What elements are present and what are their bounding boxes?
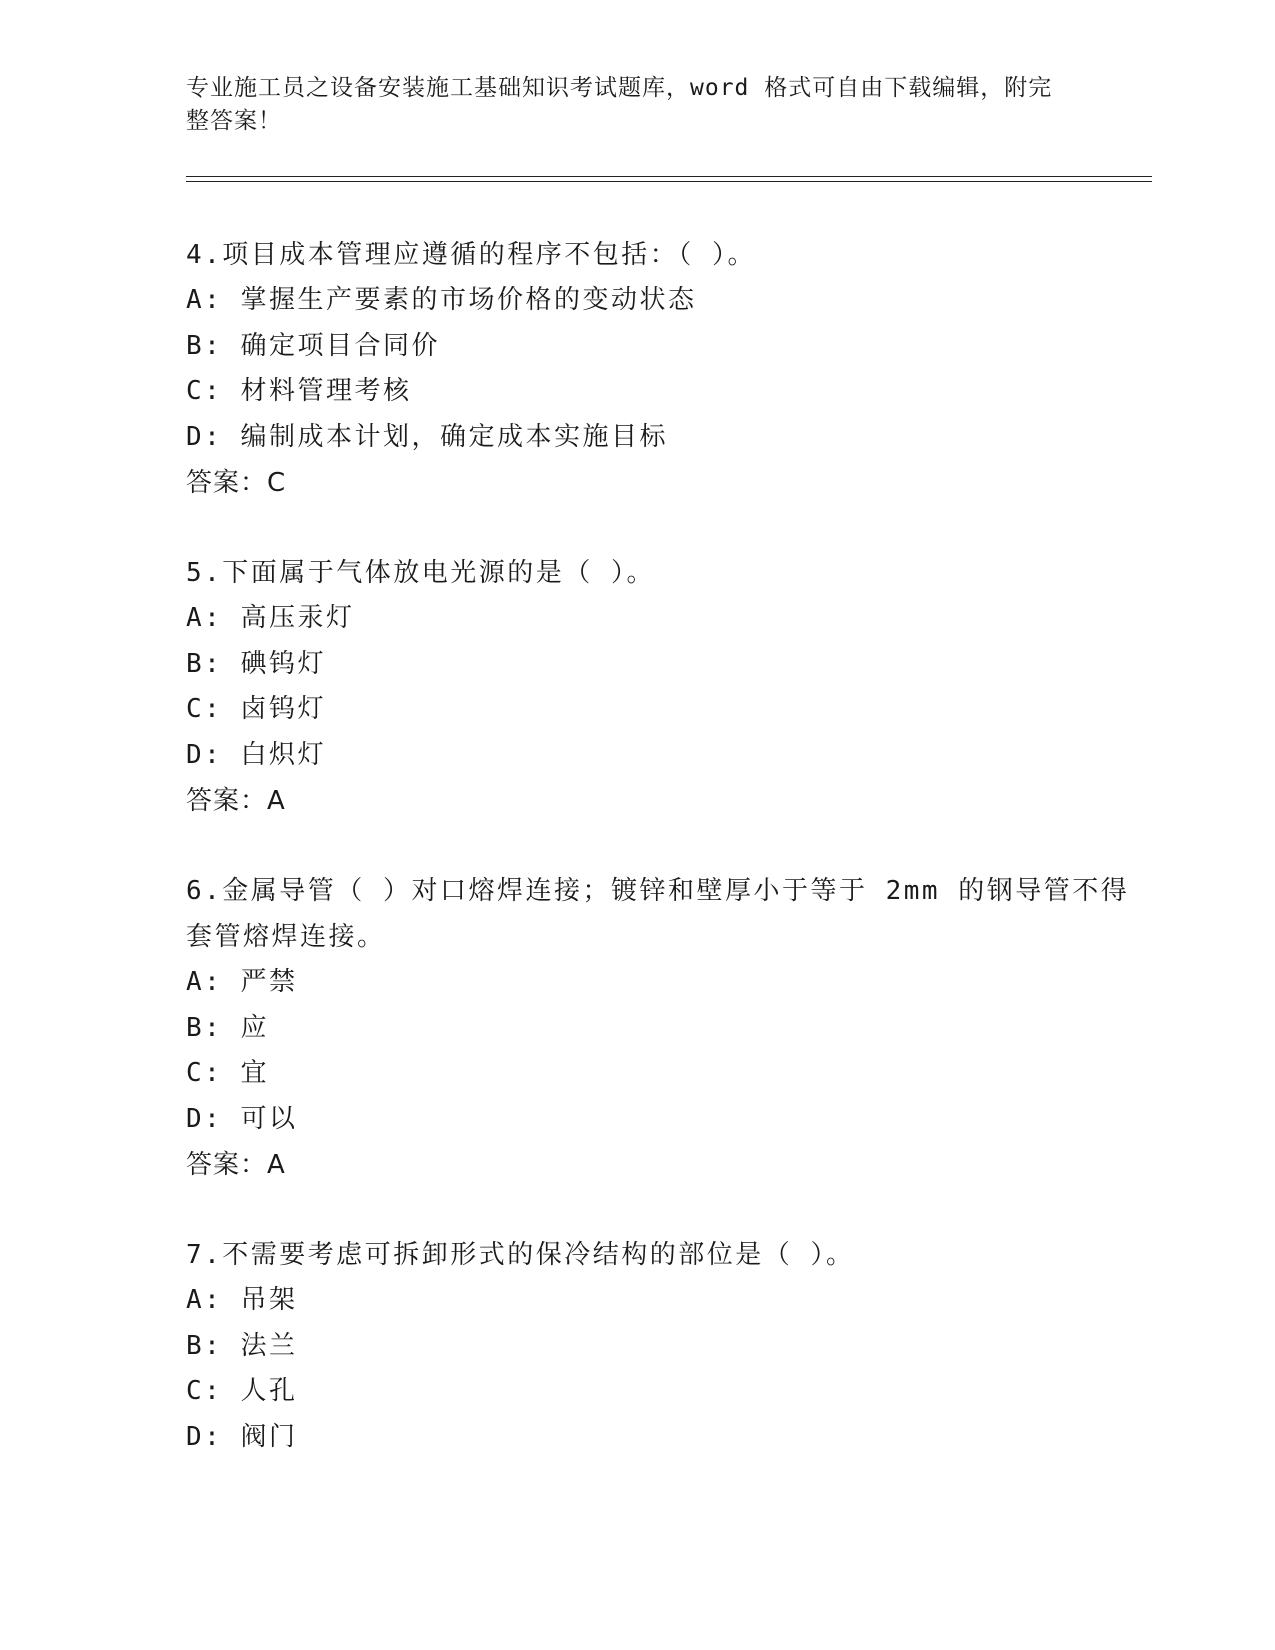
option-c: C: 宜 [186, 1058, 269, 1088]
document-header: 专业施工员之设备安装施工基础知识考试题库，word 格式可自由下载编辑，附完整答案！ [186, 75, 1053, 134]
question-item [186, 550, 1152, 824]
answer-line: 答案：A [186, 786, 286, 816]
option-b: B: 法兰 [186, 1330, 298, 1361]
question-stem: 7.不需要考虑可拆卸形式的保冷结构的部位是（ ）。 [186, 1240, 855, 1270]
option-b: B: 应 [186, 1012, 269, 1043]
answer-line: 答案：A [186, 1150, 286, 1180]
option-a: A: 吊架 [186, 1285, 298, 1315]
option-c: C: 卤钨灯 [186, 694, 326, 724]
option-c: C: 人孔 [186, 1376, 298, 1406]
question-item [186, 868, 1152, 1188]
question-stem: 5.下面属于气体放电光源的是（ ）。 [186, 558, 655, 588]
option-d: D: 阀门 [186, 1421, 298, 1452]
option-c: C: 材料管理考核 [186, 376, 412, 406]
answer-line: 答案：C [186, 468, 287, 498]
option-d: D: 编制成本计划，确定成本实施目标 [186, 421, 668, 452]
question-item [186, 1232, 1152, 1460]
question-list [186, 232, 1152, 1504]
option-b: B: 碘钨灯 [186, 648, 326, 679]
option-d: D: 白炽灯 [186, 739, 326, 770]
header-divider-bottom [186, 181, 1152, 182]
question-stem: 4.项目成本管理应遵循的程序不包括：（ ）。 [186, 240, 756, 270]
option-b: B: 确定项目合同价 [186, 330, 440, 361]
question-item [186, 232, 1152, 506]
header-divider-top [186, 176, 1152, 177]
option-a: A: 掌握生产要素的市场价格的变动状态 [186, 285, 697, 315]
option-d: D: 可以 [186, 1103, 298, 1134]
option-a: A: 高压汞灯 [186, 603, 355, 633]
question-stem: 6.金属导管（ ）对口熔焊连接；镀锌和壁厚小于等于 2mm 的钢导管不得套管熔焊连接。 [186, 876, 1130, 952]
option-a: A: 严禁 [186, 967, 298, 997]
